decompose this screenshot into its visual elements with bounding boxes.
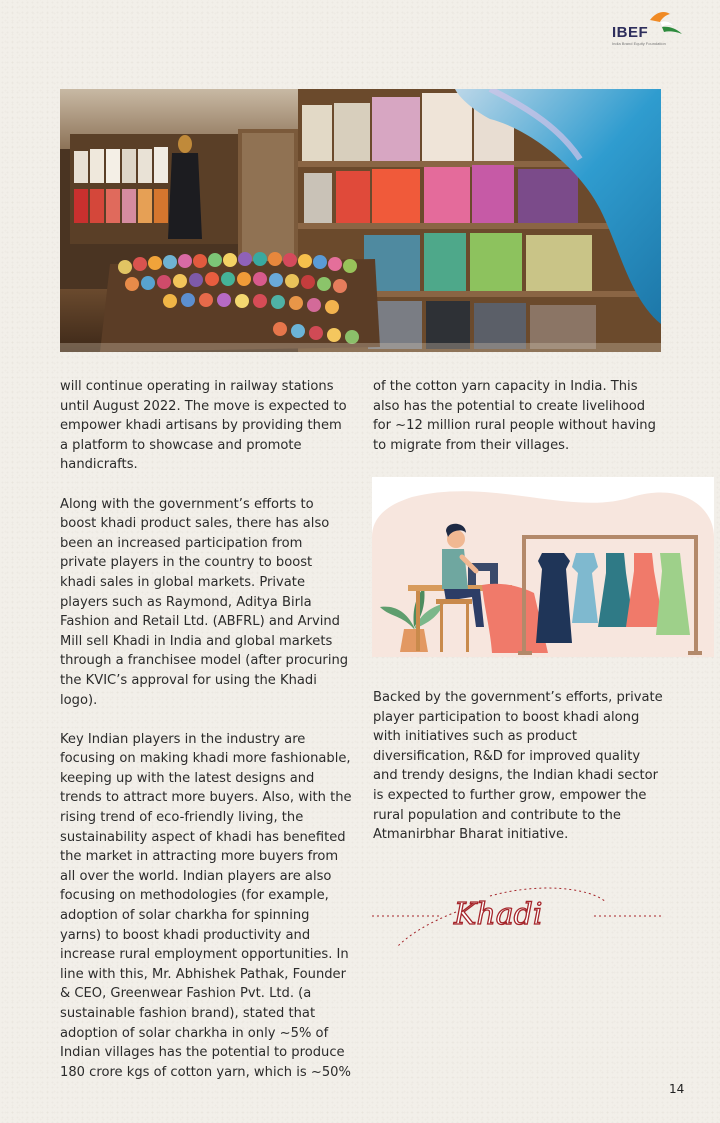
logo-tagline: India Brand Equity Foundation <box>612 41 666 46</box>
paragraph-railway-stations: will continue operating in railway stations until August 2022. The move is expected to empower khadi artisans by providing them a platform to showcase and promote handicrafts. <box>60 379 347 473</box>
page-number: 14 <box>669 1082 685 1096</box>
right-text-bottom <box>373 688 663 845</box>
paragraph-key-indian-players: Key Indian players in the industry are focusing on making khadi more fashionable, keeping up with the latest designs and trends to attract more buyers. Also, with the rising trend of eco-friendly living, the sustainability aspect of khadi has benefited the market in attracting more buyers from all over the world. Indian players are also focusing on methodologies (for example, adoption of solar charkha for spinning yarns) to boost khadi productivity and increase rural employment opportunities. In line with this, Mr. Abhishek Pathak, Founder & CEO, Greenwear Fashion Pvt. Ltd. (a sustainable fashion brand), stated that adoption of solar charkha in only ~5% of Indian villages has the potential to produce 180 crore kgs of cotton yarn, which is ~50% <box>60 731 352 1080</box>
ibef-logo <box>610 10 686 46</box>
shelf-row-lower <box>364 233 592 291</box>
logo-text: IBEF <box>612 24 649 41</box>
logo-bird-icon <box>646 10 684 38</box>
paragraph-private-players: Along with the government’s efforts to boost khadi product sales, there has also been an increased participation from private players in the country to boost khadi sales in global markets. Private players such as Raymond, Aditya Birla Fashion and Retail Ltd. (ABFRL) and Arvind Mill sell Khadi in India and global markets through a franchisee model (after procuring the KVIC’s approval for using the Khadi logo). <box>60 496 349 708</box>
tailor-illustration <box>372 477 714 657</box>
shelf-row-middle <box>304 165 578 223</box>
left-text-column <box>60 377 352 1082</box>
khadi-signature <box>370 882 666 954</box>
fabric-rolls <box>100 252 380 352</box>
tailor-illustration-icon <box>372 477 714 657</box>
khadi-signature-text: Khadi <box>454 897 543 932</box>
photo-fabric-store-icon <box>60 89 661 352</box>
right-text-top <box>373 377 663 455</box>
hero-photo <box>60 89 661 352</box>
paragraph-atmanirbhar: Backed by the government’s efforts, private player participation to boost khadi along with initiatives such as product diversification, R&D for improved quality and trendy designs, the Indian khadi sector is expected to further grow, empower the rural population and contribute to the Atmanirbhar Bharat initiative. <box>373 690 663 843</box>
paragraph-cotton-yarn: of the cotton yarn capacity in India. This also has the potential to create livelihood for ~12 million rural people without having to migrate from their villages. <box>373 379 656 453</box>
